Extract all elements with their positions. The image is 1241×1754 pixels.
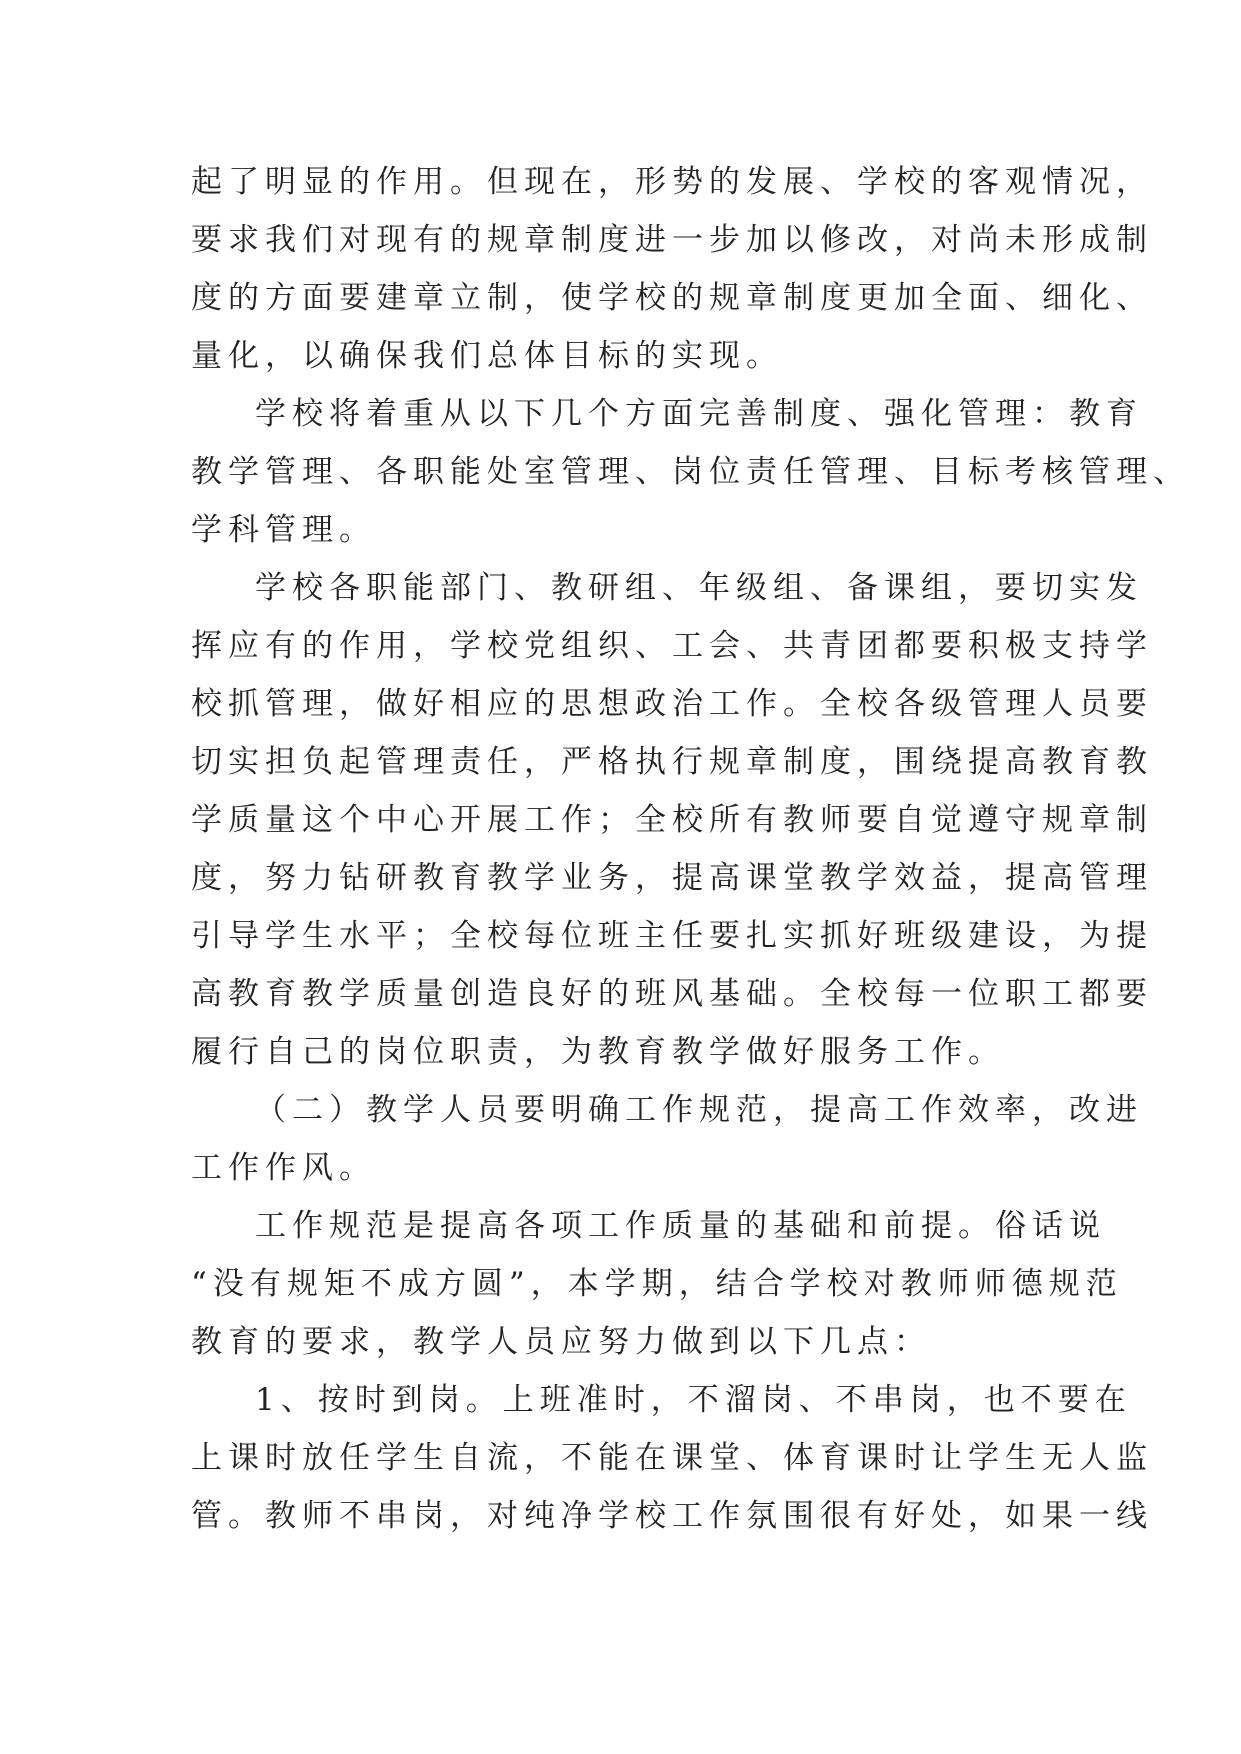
document-body xyxy=(191,153,1190,1545)
text-line: 学科管理。 xyxy=(191,512,376,548)
text-line: 上课时放任学生自流，不能在课堂、体育课时让学生无人监 xyxy=(191,1440,1153,1476)
text-line: 校抓管理，做好相应的思想政治工作。全校各级管理人员要 xyxy=(191,686,1153,722)
text-line: 教育的要求，教学人员应努力做到以下几点： xyxy=(191,1324,931,1360)
text-line: 学校将着重从以下几个方面完善制度、强化管理：教育 xyxy=(255,396,1143,432)
text-line: 要求我们对现有的规章制度进一步加以修改，对尚未形成制 xyxy=(191,222,1153,258)
paragraph xyxy=(191,559,1153,1081)
text-line: 教学管理、各职能处室管理、岗位责任管理、目标考核管理、 xyxy=(191,454,1190,490)
text-line: 度的方面要建章立制，使学校的规章制度更加全面、细化、 xyxy=(191,280,1153,316)
paragraph xyxy=(191,1197,1123,1371)
text-line: 1、按时到岗。上班准时，不溜岗、不串岗，也不要在 xyxy=(255,1382,1132,1418)
text-line: 履行自己的岗位职责，为教育教学做好服务工作。 xyxy=(191,1034,1005,1070)
paragraph xyxy=(191,1371,1153,1545)
text-line: 引导学生水平；全校每位班主任要扎实抓好班级建设，为提 xyxy=(191,918,1153,954)
text-line: 工作规范是提高各项工作质量的基础和前提。俗话说 xyxy=(255,1208,1106,1244)
text-line: 挥应有的作用，学校党组织、工会、共青团都要积极支持学 xyxy=(191,628,1153,664)
paragraph xyxy=(191,153,1153,385)
paragraph xyxy=(191,1081,1143,1197)
paragraph xyxy=(191,385,1190,559)
text-line: 度，努力钻研教育教学业务，提高课堂教学效益，提高管理 xyxy=(191,860,1153,896)
text-line: 管。教师不串岗，对纯净学校工作氛围很有好处，如果一线 xyxy=(191,1498,1153,1534)
text-line: 量化，以确保我们总体目标的实现。 xyxy=(191,338,783,374)
section-heading-line: 工作作风。 xyxy=(191,1150,376,1186)
text-line: 学质量这个中心开展工作；全校所有教师要自觉遵守规章制 xyxy=(191,802,1153,838)
text-line: 起了明显的作用。但现在，形势的发展、学校的客观情况， xyxy=(191,164,1153,200)
text-line: 学校各职能部门、教研组、年级组、备课组，要切实发 xyxy=(255,570,1143,606)
text-line: 切实担负起管理责任，严格执行规章制度，围绕提高教育教 xyxy=(191,744,1153,780)
section-heading-line: （二）教学人员要明确工作规范，提高工作效率，改进 xyxy=(255,1092,1143,1128)
text-line: 高教育教学质量创造良好的班风基础。全校每一位职工都要 xyxy=(191,976,1153,1012)
text-line: “没有规矩不成方圆”，本学期，结合学校对教师师德规范 xyxy=(191,1266,1123,1302)
